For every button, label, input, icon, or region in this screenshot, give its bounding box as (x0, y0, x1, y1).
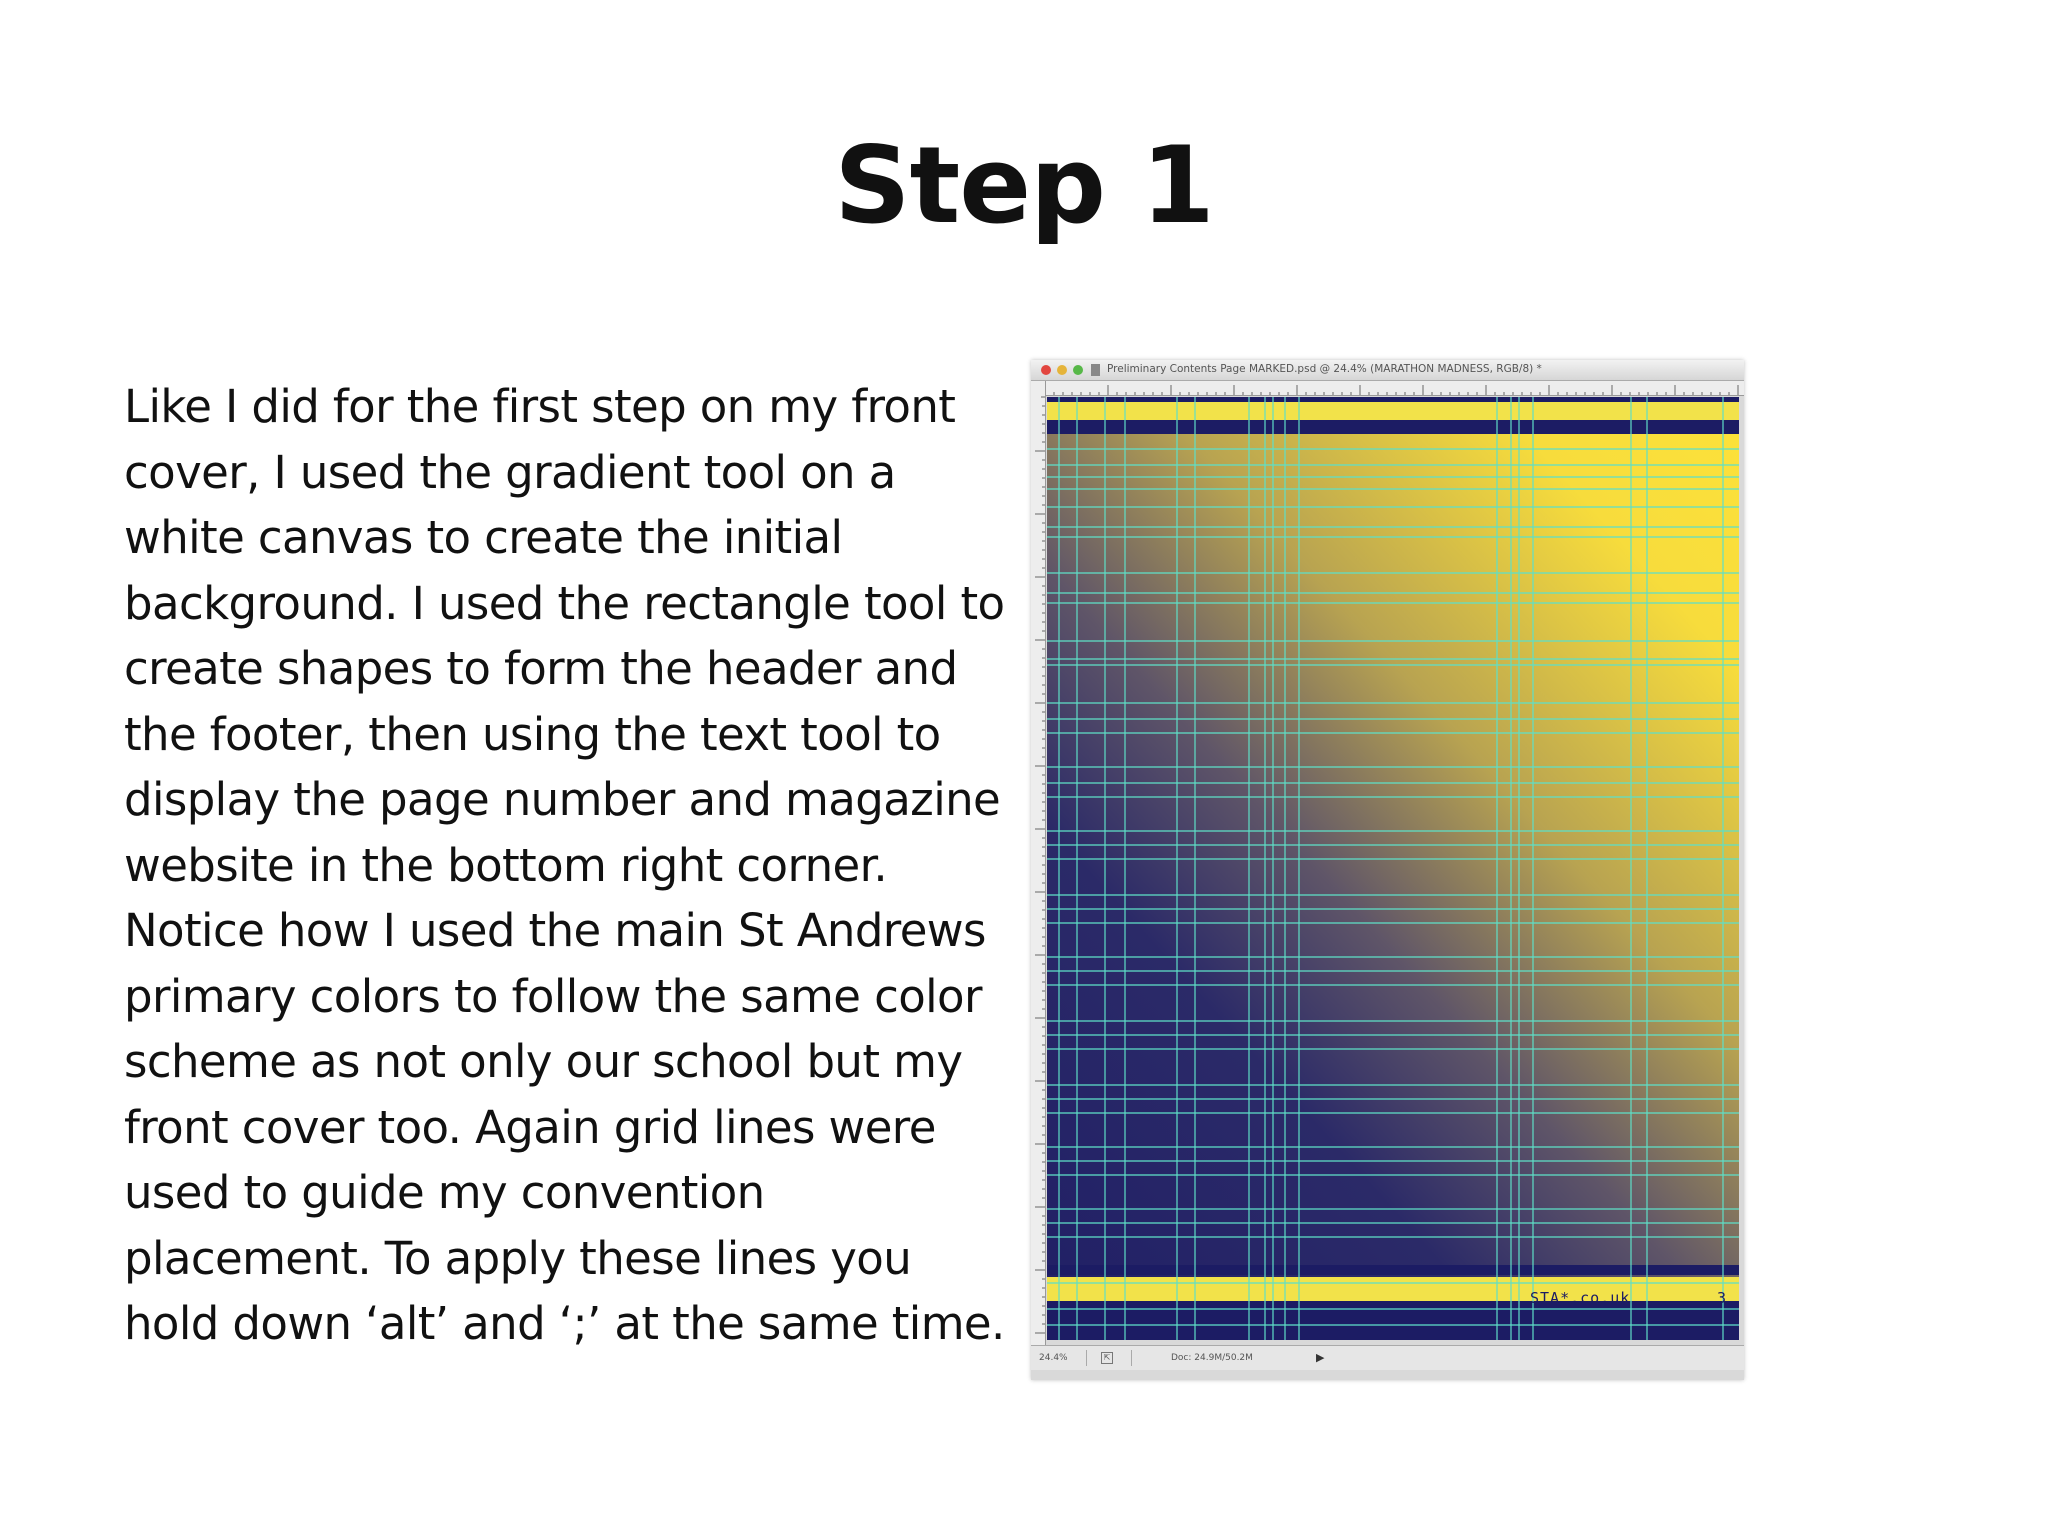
zoom-level[interactable]: 24.4% (1039, 1353, 1068, 1363)
footer-website-text: STA*.co.uk (1530, 1289, 1631, 1307)
footer-page-number: 3 (1717, 1289, 1727, 1307)
minimize-icon (1057, 365, 1067, 375)
status-divider (1131, 1350, 1132, 1366)
left-ruler (1031, 381, 1046, 1345)
slide-title: Step 1 (834, 124, 1214, 247)
window-titlebar (1031, 360, 1744, 381)
document-icon (1091, 364, 1100, 376)
doc-size: Doc: 24.9M/50.2M (1171, 1353, 1253, 1363)
slide-body-text: Like I did for the first step on my front cover, I used the gradient tool on a white canvas to create the initial background. I used the rectangle tool to create shapes to form the header and the footer, then using the text tool to display the page number and magazine website in the bottom right corner. Notice how I used the main St Andrews primary colors to follow the same color scheme as not only our school but my front cover too. Again grid lines were used to guide my convention placement. To apply these lines you hold down ‘alt’ and ‘;’ at the same time. (124, 380, 1005, 1350)
status-divider (1086, 1350, 1087, 1366)
grid-guides (1047, 397, 1739, 1340)
close-icon (1041, 365, 1051, 375)
top-ruler (1045, 381, 1744, 396)
maximize-icon (1073, 365, 1083, 375)
window-title: Preliminary Contents Page MARKED.psd @ 24.4% (MARATHON MADNESS, RGB/8) * (1107, 363, 1542, 375)
photoshop-screenshot (1031, 360, 1744, 1380)
status-bar (1031, 1345, 1744, 1370)
export-icon[interactable]: ⇱ (1101, 1352, 1113, 1364)
status-menu-arrow-icon[interactable]: ▶ (1316, 1352, 1325, 1364)
psd-canvas (1047, 397, 1739, 1340)
